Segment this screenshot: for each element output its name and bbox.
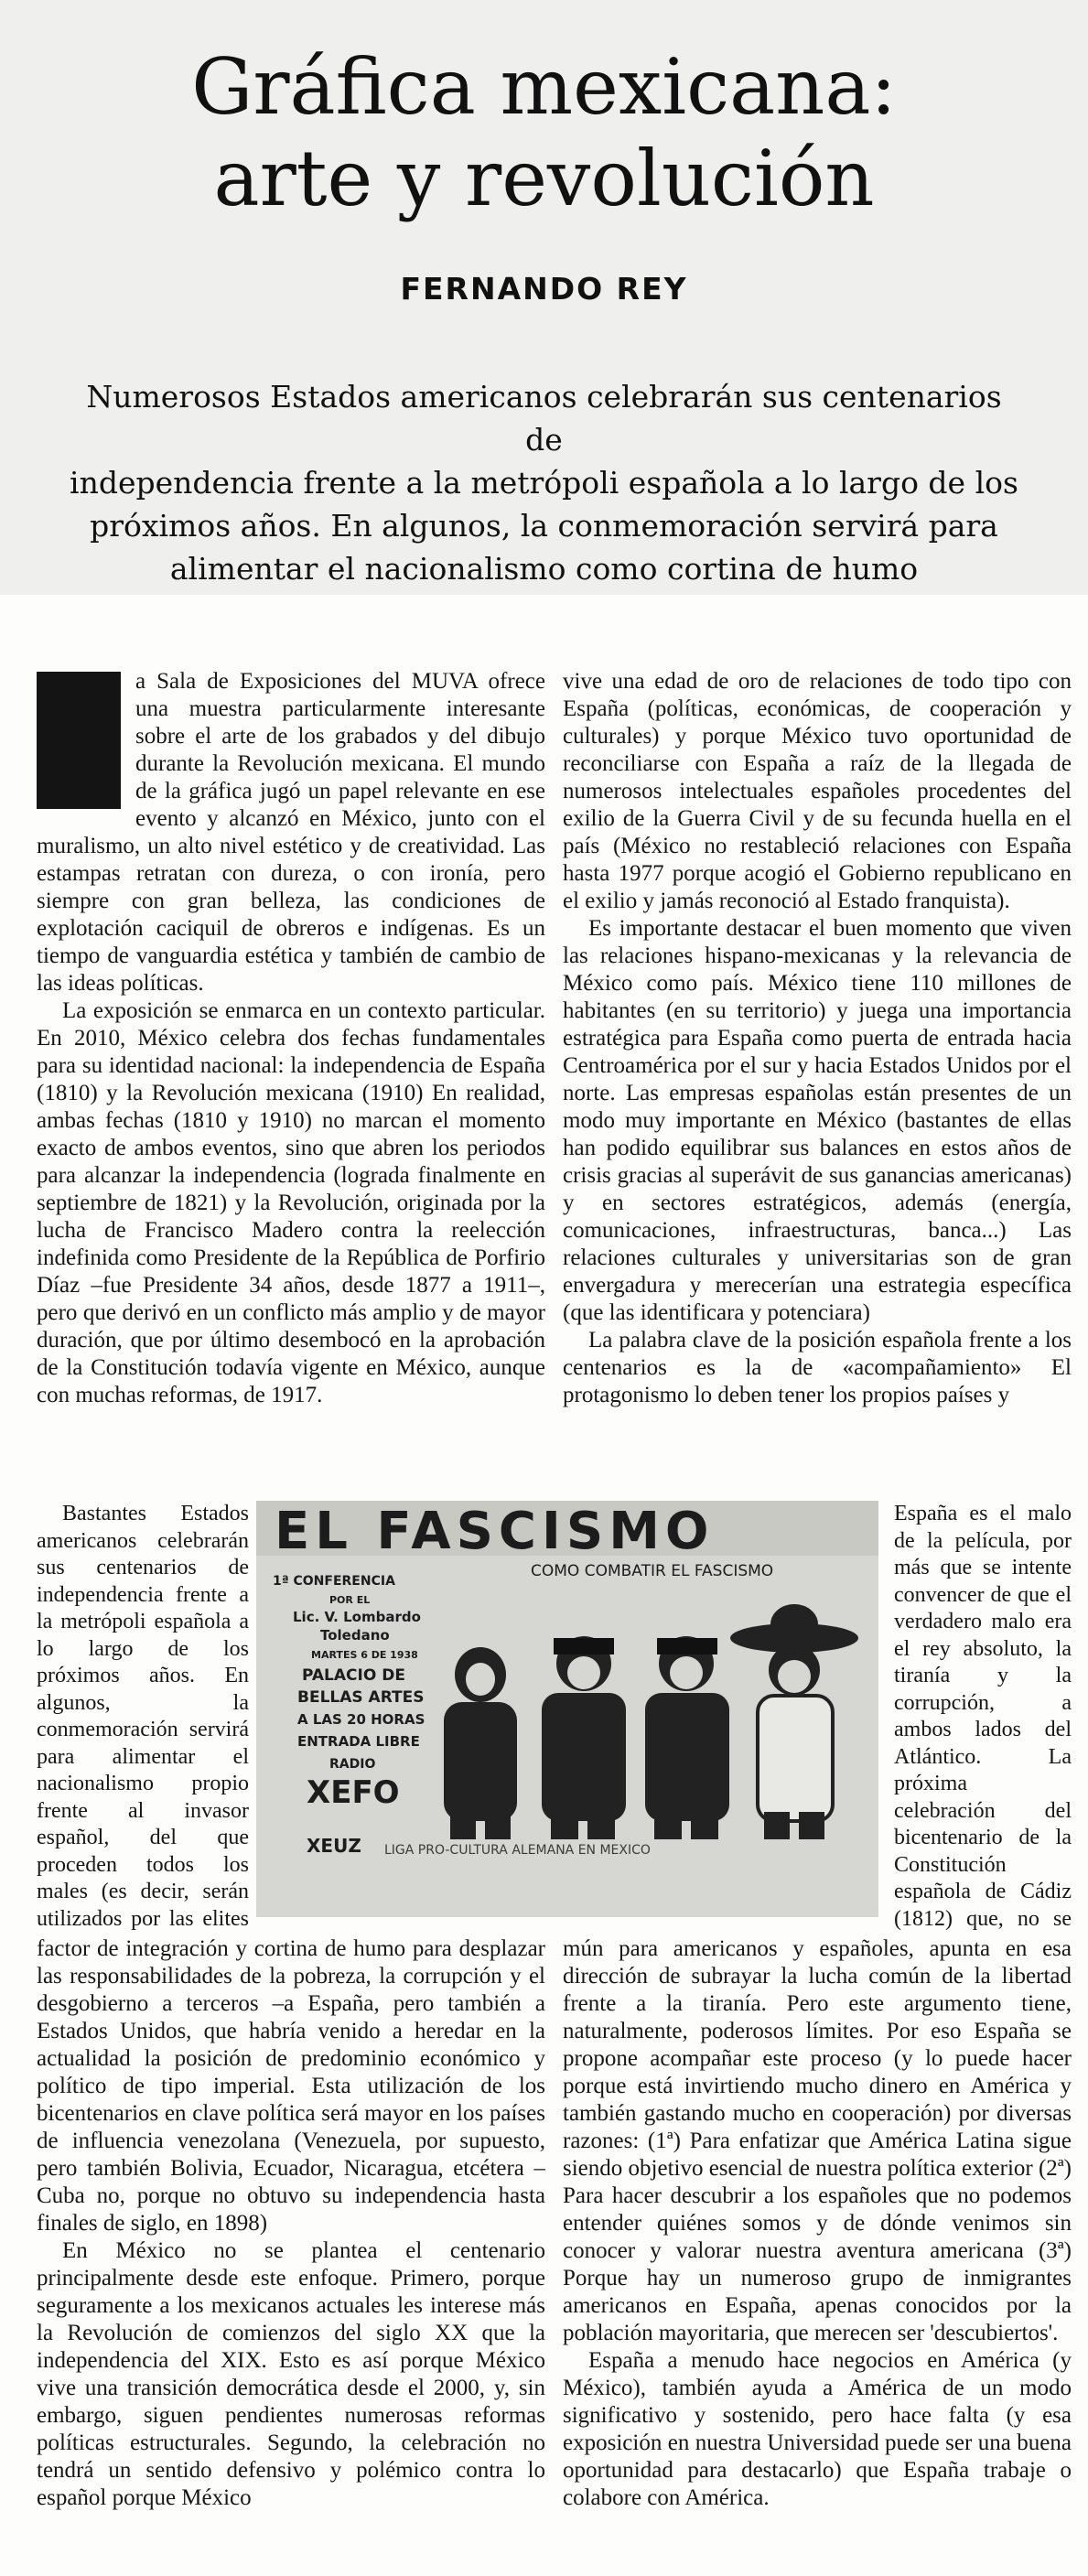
poster-left-line-9: ENTRADA LIBRE [297, 1733, 420, 1750]
subtitle-line-2: independencia frente a la metrópoli española a lo largo de los [70, 465, 1018, 501]
paragraph-5: vive una edad de oro de relaciones de todo tipo con España (políticas, económicas, de cooperación y culturales) y porque México tuvo oportunidad de reconciliarse con España a raíz de la llegada de numerosos intelectuales españoles procedentes del exilio de la Guerra Civil y de su fecunda huella en el país (México no restableció relaciones con España hasta 1977 porque acogió el Gobierno republicano en el exilio y jamás reconoció al Estado franquista). [563, 669, 1072, 913]
paragraph-4: En México no se plantea el centenario principalmente desde este enfoque. Primero, porque seguramente a los mexicanos actuales les interese más la Revolución de comienzos del siglo XX que la independencia del XIX. Esto es así porque México vive una transición democrática desde el 2000, y, sin embargo, siguen pendientes numerosas reformas políticas estructurales. Segundo, la celebración no tendrá un sentido defensivo y polémico contra lo español porque México [37, 2238, 545, 2510]
poster-left-line-12: XEUZ [307, 1835, 361, 1857]
article-title [0, 41, 1088, 224]
paragraph-6: Es importante destacar el buen momento que viven las relaciones hispano-mexicanas y la relevancia de México como país. México tiene 110 millones de habitantes (en su territorio) y juega una importancia estratégica para España como puerta de entrada hacia Centroamérica por el sur y hacia Estados Unidos por el norte. Las empresas españolas están presentes de un modo muy importante en México (bastantes de ellas han podido equilibrar sus balances en estos años de crisis gracias al superávit de sus ganancias americanas) y en sectores estratégicos, además (energía, comunicaciones, infraestructuras, banca...) Las relaciones culturales y universitarias son de gran envergadura y merecerían una estrategia específica (que las identificara y potenciara) [563, 916, 1072, 1325]
paragraph-3a: Bastantes Estados americanos celebrarán sus centenarios de independencia frente a la metrópoli española a lo largo de los próximos años. En algunos, la conmemoración servirá para alimentar el nacionalismo propio frente al invasor español, del que proceden todos los males (es decir, serán utilizados por las elites [37, 1502, 249, 1931]
article-subtitle [64, 375, 1024, 590]
dropcap-letter [37, 672, 121, 809]
subtitle-line-4: alimentar el nacionalismo como cortina de humo [169, 551, 919, 587]
poster-left-line-10: RADIO [329, 1757, 376, 1772]
subtitle-line-3: próximos años. En algunos, la conmemoración servirá para [90, 508, 998, 544]
poster-left-line-1: 1ª CONFERENCIA [273, 1574, 395, 1589]
column-left-top [37, 668, 545, 1496]
paragraph-7a: La palabra clave de la posición española frente a los centenarios es la de «acompañamiento» El protagonismo lo deben tener los propios países y [563, 1328, 1072, 1407]
column-beside-poster-right [894, 1501, 1072, 1931]
paragraph-8: España a menudo hace negocios en América (y México), también ayuda a América de un modo significativo y sostenido, pero hace falta (y esa exposición en nuestra Universidad puede ser una buena oportunidad para destacarlo) que España trabaje o colabore con América. [563, 2348, 1072, 2510]
poster-illustration [256, 1501, 878, 1917]
column-left-bottom [37, 1935, 545, 2576]
article-header [0, 0, 1088, 595]
poster-left-line-3: Lic. V. Lombardo [293, 1609, 421, 1625]
poster-left-line-4: Toledano [320, 1627, 390, 1644]
subtitle-line-1: Numerosos Estados americanos celebrarán sus centenarios de [86, 379, 1002, 458]
paragraph-7b: España es el malo de la película, por más que se intente convencer de que el verdadero malo era el rey absoluto, la tiranía y la corrupción, a ambos lados del Atlántico. La próxima celebración del bicentenario de la Constitución española de Cádiz (1812) que, no se [894, 1502, 1072, 1931]
title-line-1: Gráfica mexicana: [191, 42, 897, 132]
poster-left-line-5: MARTES 6 DE 1938 [311, 1649, 418, 1661]
paragraph-1-text: a Sala de Exposiciones del MUVA ofrece una muestra particularmente interesante sobre el arte de los grabados y del dibujo durante la Revolución mexicana. El mundo de la gráfica jugó un papel relevante en ese evento y alcanzó en México, junto con el muralismo, un alto nivel estético y de creatividad. Las estampas retratan con dureza, o con ironía, pero siempre con gran belleza, las condiciones de explotación caciquil de obreros e indígenas. Es un tiempo de vanguardia estética y también de cambio de las ideas políticas. [37, 669, 545, 996]
paragraph-3b: factor de integración y cortina de humo para desplazar las responsabilidades de la pobreza, la corrupción y el desgobierno a terceros –a España, pero también a Estados Unidos, que habría venido a heredar en la actualidad la posición de predominio económico y político de tipo imperial. Esta utilización de los bicentenarios en clave política será mayor en los países de influencia venezolana (Venezuela, por supuesto, pero también Bolivia, Ecuador, Nicaragua, etcétera –Cuba no, porque no obtuvo su independencia hasta finales de siglo, en 1898) [37, 1936, 545, 2236]
column-right-bottom [563, 1935, 1072, 2576]
author-byline: FERNANDO REY [400, 271, 688, 307]
poster-footer: LIGA PRO-CULTURA ALEMANA EN MEXICO [384, 1843, 651, 1858]
poster-headline: EL FASCISMO [275, 1502, 715, 1561]
fascism-poster-image [256, 1501, 878, 1917]
poster-left-line-8: A LAS 20 HORAS [297, 1711, 426, 1728]
column-right-top [563, 668, 1072, 1501]
title-line-2: arte y revolución [213, 134, 875, 223]
poster-left-line-6: PALACIO DE [302, 1666, 405, 1685]
paragraph-2: La exposición se enmarca en un contexto particular. En 2010, México celebra dos fechas fundamentales para su identidad nacional: la independencia de España (1810) y la Revolución mexicana (1910) En realidad, ambas fechas (1810 y 1910) no marcan el momento exacto de ambos eventos, sino que abren los periodos para alcanzar la independencia (lograda finalmente en septiembre de 1821) y la Revolución, originada por la lucha de Francisco Madero contra la reelección indefinida como Presidente de la República de Porfirio Díaz –fue Presidente 34 años, desde 1877 a 1911–, pero que derivó en un conflicto más amplio y de mayor duración, que por último desembocó en la aprobación de la Constitución todavía vigente en México, aunque con muchas reformas, de 1917. [37, 998, 545, 1407]
paragraph-1 [37, 668, 545, 997]
paragraph-7c: mún para americanos y españoles, apunta en esa dirección de subrayar la lucha común de la libertad frente a la tiranía. Pero este argumento tiene, naturalmente, poderosos límites. Por eso España se propone acompañar este proceso (y lo puede hacer porque está invirtiendo mucho dinero en América y también gastando mucho en cooperación) por diversas razones: (1ª) Para enfatizar que América Latina sigue siendo objetivo esencial de nuestra política exterior (2ª) Para hacer descubrir a los españoles que no podemos entender quiénes somos y de dónde venimos sin conocer y valorar nuestra aventura americana (3ª) Porque hay un numeroso grupo de inmigrantes americanos en España, apenas conocidos por la población mayoritaria, que merecen ser 'descubiertos'. [563, 1936, 1072, 2345]
column-beside-poster-left [37, 1501, 249, 1931]
poster-left-line-7: BELLAS ARTES [297, 1688, 425, 1707]
poster-left-line-11: XEFO [307, 1774, 400, 1811]
dropcap [37, 672, 121, 809]
poster-left-line-2: POR EL [329, 1594, 371, 1606]
poster-subhead: COMO COMBATIR EL FASCISMO [531, 1562, 774, 1580]
